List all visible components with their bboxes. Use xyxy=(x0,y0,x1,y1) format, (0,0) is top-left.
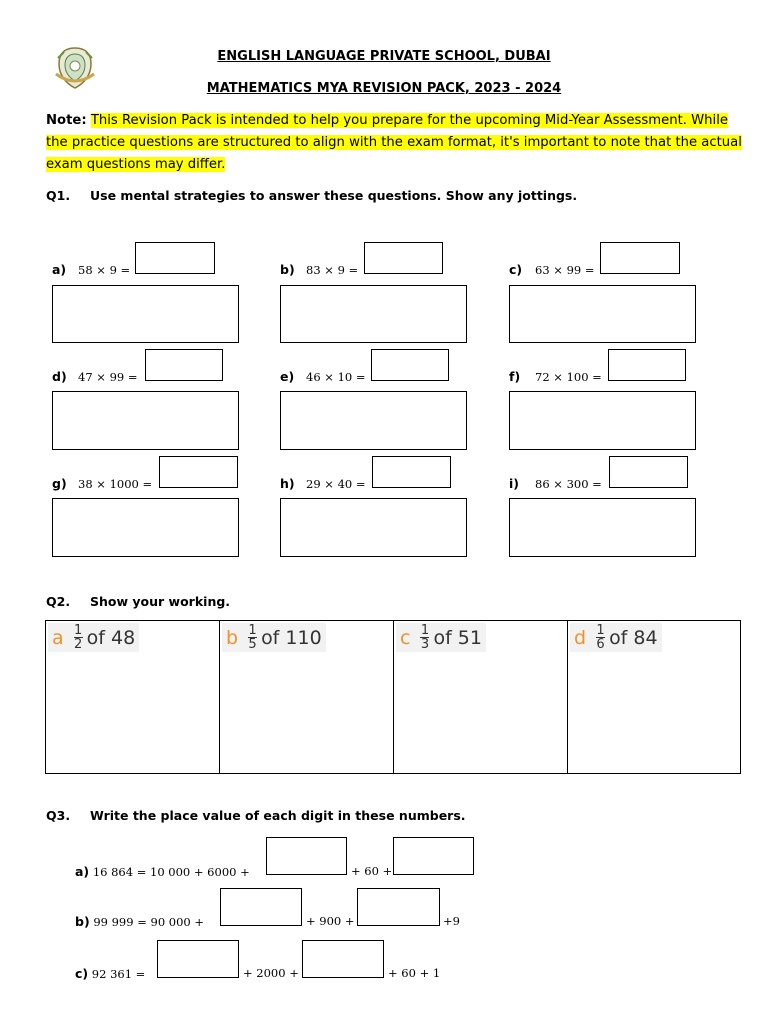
q3-letter: c) xyxy=(75,966,89,981)
numerator: 1 xyxy=(596,623,605,638)
q1-letter: f) xyxy=(509,369,521,384)
answer-box[interactable] xyxy=(159,456,238,488)
answer-box[interactable] xyxy=(220,888,302,926)
document-title: MATHEMATICS MYA REVISION PACK, 2023 - 2024 xyxy=(206,81,562,96)
answer-box[interactable] xyxy=(266,837,347,875)
q2-letter: a xyxy=(52,626,64,649)
denominator: 3 xyxy=(420,637,430,652)
q1-instruction: Use mental strategies to answer these questions. Show any jottings. xyxy=(90,188,578,203)
q2-number: Q2. xyxy=(46,594,71,609)
answer-box[interactable] xyxy=(600,242,680,274)
q3-expression: +9 xyxy=(443,914,460,928)
q3-expression: + 60 + xyxy=(351,864,393,878)
q1-letter: b) xyxy=(280,262,295,277)
numerator: 1 xyxy=(420,623,430,638)
q2-text: of 48 xyxy=(86,626,136,649)
q3-expression: + 60 + 1 xyxy=(388,966,441,980)
q1-letter: e) xyxy=(280,369,295,384)
jotting-box[interactable] xyxy=(509,285,696,343)
q3-item-c xyxy=(75,966,145,981)
q1-letter: g) xyxy=(52,476,67,491)
q1-letter: i) xyxy=(509,476,519,491)
q2-letter: d xyxy=(574,626,587,649)
q1-expression: 83 × 9 = xyxy=(306,263,359,277)
q3-item-a xyxy=(75,864,250,879)
q2-instruction: Show your working. xyxy=(90,594,231,609)
q3-heading xyxy=(46,808,466,823)
q1-item-i xyxy=(509,476,602,491)
q2-label-c xyxy=(396,623,486,652)
q1-expression: 47 × 99 = xyxy=(78,370,138,384)
q1-item-d xyxy=(52,369,138,384)
numerator: 1 xyxy=(248,623,257,638)
q1-expression: 38 × 1000 = xyxy=(78,477,153,491)
q2-working-table xyxy=(45,620,741,774)
q1-letter: d) xyxy=(52,369,67,384)
q2-label-d xyxy=(570,623,662,652)
q2-heading xyxy=(46,594,230,609)
q2-cell-a[interactable] xyxy=(45,621,219,773)
answer-box[interactable] xyxy=(371,349,449,381)
q1-item-e xyxy=(280,369,366,384)
jotting-box[interactable] xyxy=(52,391,239,450)
q3-item-b xyxy=(75,914,204,929)
q1-expression: 72 × 100 = xyxy=(535,370,602,384)
q2-text: of 84 xyxy=(609,626,658,649)
q1-letter: h) xyxy=(280,476,295,491)
numerator: 1 xyxy=(74,623,83,638)
fraction xyxy=(420,624,429,651)
q3-expression: 92 361 = xyxy=(91,967,146,981)
q1-item-b xyxy=(280,262,358,277)
q2-cell-d[interactable] xyxy=(567,621,740,773)
q3-number: Q3. xyxy=(46,808,71,823)
answer-box[interactable] xyxy=(357,888,440,926)
answer-box[interactable] xyxy=(157,940,239,978)
q2-letter: c xyxy=(400,626,411,649)
fraction xyxy=(74,624,83,651)
fraction xyxy=(596,624,605,651)
jotting-box[interactable] xyxy=(52,498,239,557)
q1-letter: a) xyxy=(52,262,67,277)
q2-cell-c[interactable] xyxy=(393,621,567,773)
q1-item-g xyxy=(52,476,152,491)
jotting-box[interactable] xyxy=(509,391,696,450)
q3-expression: + 2000 + xyxy=(243,966,299,980)
q2-label-b xyxy=(222,623,326,652)
answer-box[interactable] xyxy=(393,837,474,875)
q1-number: Q1. xyxy=(46,188,71,203)
q1-letter: c) xyxy=(509,262,523,277)
note-text: This Revision Pack is intended to help you prepare for the upcoming Mid-Year Assessment. While the practice questions are structured to align with the exam format, it's important to note that the actual exam questions may differ. xyxy=(46,113,742,172)
jotting-box[interactable] xyxy=(280,285,467,343)
q1-item-h xyxy=(280,476,366,491)
jotting-box[interactable] xyxy=(509,498,696,557)
answer-box[interactable] xyxy=(135,242,215,274)
answer-box[interactable] xyxy=(302,940,384,978)
fraction xyxy=(248,624,257,651)
q2-label-a xyxy=(48,623,139,652)
jotting-box[interactable] xyxy=(52,285,239,343)
q1-heading xyxy=(46,188,577,203)
answer-box[interactable] xyxy=(609,456,688,488)
q2-text: of 110 xyxy=(261,626,322,649)
q1-expression: 46 × 10 = xyxy=(306,370,366,384)
school-name: ENGLISH LANGUAGE PRIVATE SCHOOL, DUBAI xyxy=(217,49,551,64)
answer-box[interactable] xyxy=(608,349,686,381)
q1-item-c xyxy=(509,262,595,277)
q1-expression: 29 × 40 = xyxy=(306,477,366,491)
jotting-box[interactable] xyxy=(280,498,467,557)
q1-item-a xyxy=(52,262,130,277)
jotting-box[interactable] xyxy=(280,391,467,450)
denominator: 2 xyxy=(74,637,83,652)
q2-letter: b xyxy=(226,626,239,649)
answer-box[interactable] xyxy=(145,349,223,381)
denominator: 5 xyxy=(248,637,257,652)
q3-letter: b) xyxy=(75,914,90,929)
q3-letter: a) xyxy=(75,864,90,879)
q1-expression: 63 × 99 = xyxy=(535,263,595,277)
q3-expression: 99 999 = 90 000 + xyxy=(93,915,205,929)
answer-box[interactable] xyxy=(372,456,451,488)
q1-expression: 86 × 300 = xyxy=(535,477,602,491)
q1-item-f xyxy=(509,369,602,384)
q3-instruction: Write the place value of each digit in these numbers. xyxy=(90,808,466,823)
q3-expression: 16 864 = 10 000 + 6000 + xyxy=(92,865,250,879)
q1-expression: 58 × 9 = xyxy=(78,263,131,277)
denominator: 6 xyxy=(596,637,605,652)
note-paragraph xyxy=(46,110,746,176)
q2-cell-b[interactable] xyxy=(219,621,393,773)
note-label: Note: xyxy=(46,113,87,128)
q3-expression: + 900 + xyxy=(306,914,355,928)
answer-box[interactable] xyxy=(364,242,443,274)
q2-text: of 51 xyxy=(433,626,482,649)
